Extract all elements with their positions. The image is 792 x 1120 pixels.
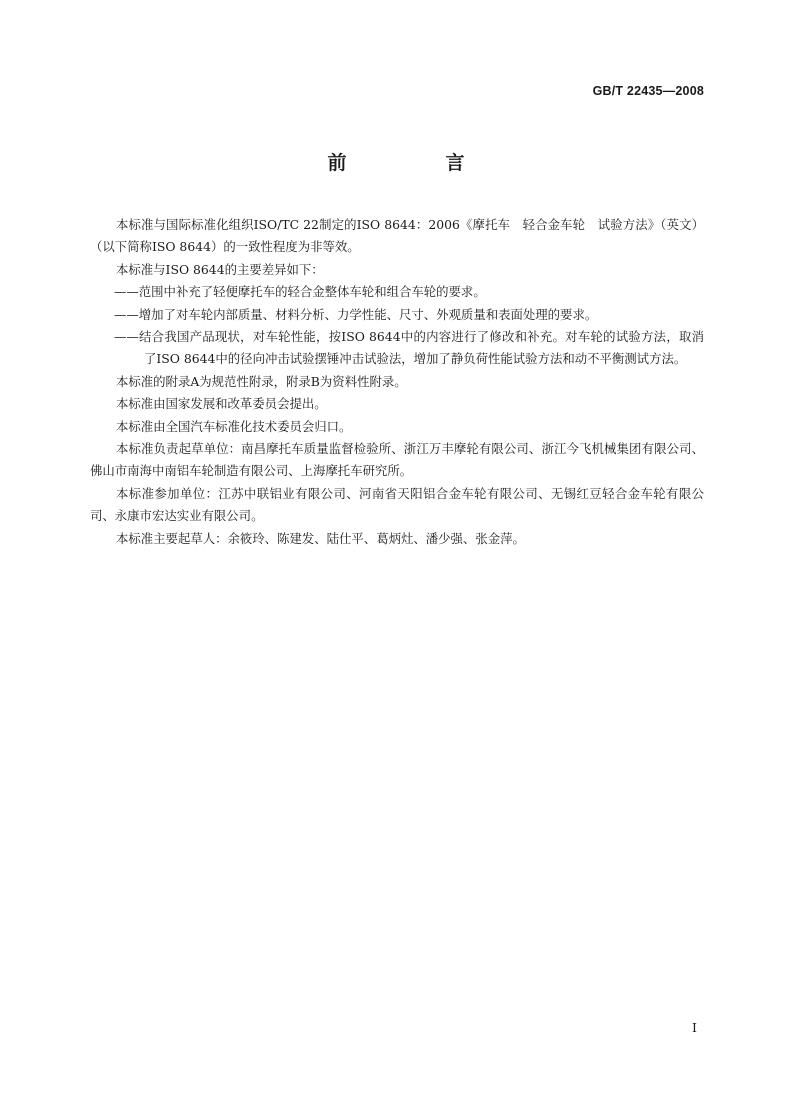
paragraph-differences-intro: 本标准与ISO 8644的主要差异如下： xyxy=(116,261,324,277)
standard-number: GB/T 22435—2008 xyxy=(592,84,704,98)
document-body xyxy=(90,214,704,550)
difference-item-test-methods: ——结合我国产品现状，对车轮性能，按ISO 8644中的内容进行了修改和补充。对车轮的试验方法，取消了ISO 8644中的径向冲击试验摆锤冲击试验法，增加了静负荷性能试验方法和动不平衡测试方法。 xyxy=(114,329,704,367)
paragraph-proposer: 本标准由国家发展和改革委员会提出。 xyxy=(116,396,327,412)
paragraph-committee: 本标准由全国汽车标准化技术委员会归口。 xyxy=(116,418,352,434)
paragraph-participating-units: 本标准参加单位：江苏中联铝业有限公司、河南省天阳铝合金车轮有限公司、无锡红豆轻合金车轮有限公司、永康市宏达实业有限公司。 xyxy=(90,485,704,524)
page-title: 前 言 xyxy=(327,152,505,174)
paragraph-annexes: 本标准的附录A为规范性附录，附录B为资料性附录。 xyxy=(116,373,407,389)
paragraph-drafting-units: 本标准负责起草单位：南昌摩托车质量监督检验所、浙江万丰摩轮有限公司、浙江今飞机械集团有限公司、佛山市南海中南铝车轮制造有限公司、上海摩托车研究所。 xyxy=(90,441,704,479)
paragraph-consistency: 本标准与国际标准化组织ISO/TC 22制定的ISO 8644：2006《摩托车 轻合金车轮 试验方法》（英文）（以下简称ISO 8644）的一致性程度为非等效。 xyxy=(90,217,704,255)
difference-item-scope: ——范围中补充了轻便摩托车的轻合金整体车轮和组合车轮的要求。 xyxy=(114,284,486,300)
paragraph-drafters: 本标准主要起草人：余筱玲、陈建发、陆仕平、葛炳灶、潘少强、张金萍。 xyxy=(116,530,525,546)
difference-item-requirements: ——增加了对车轮内部质量、材料分析、力学性能、尺寸、外观质量和表面处理的要求。 xyxy=(114,306,598,322)
page-number: I xyxy=(692,1020,697,1035)
